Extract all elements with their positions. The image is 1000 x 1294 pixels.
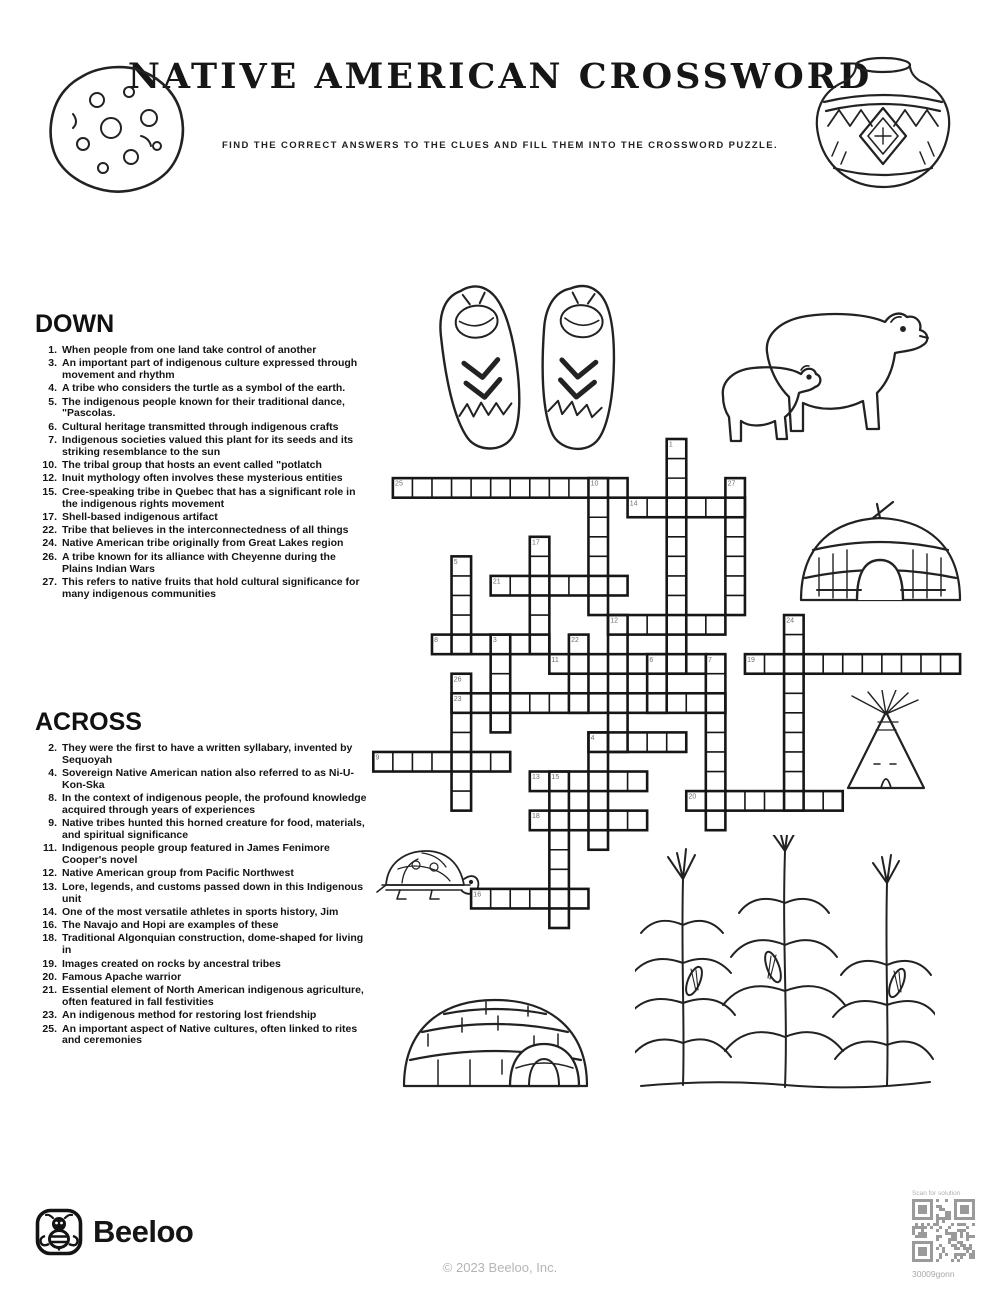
clue-text: An indigenous method for restoring lost friendship: [62, 1009, 317, 1022]
clue-number: 25.: [42, 1022, 57, 1035]
cell-number: 12: [610, 617, 619, 625]
across-heading: ACROSS: [35, 708, 142, 736]
clue-number: 27.: [42, 575, 57, 588]
clue-text: Traditional Algonquian construction, dome-shaped for living in: [62, 932, 364, 957]
clue-number: 15.: [42, 485, 57, 498]
clue-number: 23.: [42, 1009, 57, 1022]
cell-number: 6: [649, 656, 654, 664]
page-title: NATIVE AMERICAN CROSSWORD: [127, 56, 873, 97]
clue-text: Inuit mythology often involves these mysterious entities: [62, 472, 343, 485]
cell-number: 17: [531, 539, 540, 547]
clue-number: 16.: [42, 919, 57, 932]
page-subtitle: FIND THE CORRECT ANSWERS TO THE CLUES AND FILL THEM INTO THE CROSSWORD PUZZLE.: [221, 140, 779, 151]
clue-text: Cree-speaking tribe in Quebec that has a significant role in the indigenous rights movement: [62, 485, 356, 510]
cell-number: 20: [688, 793, 697, 801]
clue-number: 19.: [42, 957, 57, 970]
clue-number: 18.: [42, 932, 57, 945]
qr-id: 30009gonn: [912, 1269, 955, 1279]
cell-number: 23: [453, 695, 462, 703]
clue-number: 4.: [48, 767, 57, 780]
copyright-text: © 2023 Beeloo, Inc.: [442, 1260, 558, 1275]
cell-number: 8: [434, 637, 439, 645]
clue-number: 5.: [48, 395, 57, 408]
clue-text: A tribe who considers the turtle as a symbol of the earth.: [62, 382, 346, 395]
clue-text: This refers to native fruits that hold cultural significance for many indigenous communities: [62, 575, 360, 600]
clue-number: 8.: [48, 792, 57, 805]
cell-number: 10: [590, 480, 599, 488]
clue-text: The Navajo and Hopi are examples of these: [62, 919, 279, 932]
clue-text: In the context of indigenous people, the profound knowledge acquired through years of experiences: [62, 792, 367, 816]
clue-number: 12.: [42, 472, 57, 485]
clue-text: Famous Apache warrior: [62, 970, 182, 983]
clue-number: 26.: [42, 550, 57, 563]
cell-number: 9: [375, 754, 380, 762]
down-heading: DOWN: [35, 310, 115, 338]
cell-number: 15: [551, 774, 560, 782]
cell-number: 25: [395, 480, 403, 488]
clue-number: 22.: [42, 524, 57, 537]
clue-text: A tribe known for its alliance with Cheyenne during the Plains Indian Wars: [62, 550, 336, 575]
clue-text: They were the first to have a written syllabary, invented by Sequoyah: [62, 742, 353, 766]
clue-number: 4.: [48, 382, 57, 395]
clue-number: 6.: [48, 420, 57, 433]
cell-number: 4: [590, 735, 595, 742]
clue-text: Essential element of North American indigenous agriculture, often featured in fall festivities: [62, 984, 364, 1008]
clue-text: An important part of indigenous culture expressed through movement and rhythm: [62, 357, 358, 382]
clue-number: 11.: [42, 842, 57, 855]
clue-text: Indigenous people group featured in James Fenimore Cooper's novel: [62, 842, 330, 867]
cell-number: 27: [727, 480, 736, 488]
clue-text: The tribal group that hosts an event called "potlatch: [62, 459, 322, 472]
cell-number: 26: [453, 676, 462, 684]
cell-number: 7: [708, 656, 712, 664]
cell-number: 16: [473, 891, 482, 899]
cell-number: 22: [571, 637, 579, 645]
clue-text: Native American group from Pacific Northwest: [62, 867, 294, 880]
cell-number: 18: [531, 813, 540, 821]
cell-number: 5: [453, 558, 458, 566]
clue-number: 2.: [48, 742, 57, 754]
clue-number: 10.: [42, 459, 57, 472]
brand-wordmark: Beeloo: [93, 1214, 194, 1249]
clue-number: 14.: [42, 905, 57, 918]
cell-number: 19: [747, 656, 755, 664]
clue-text: Sovereign Native American nation also referred to as Ni-U-Kon-Ska: [62, 767, 354, 791]
clue-text: When people from one land take control of another: [62, 344, 317, 356]
clue-text: Images created on rocks by ancestral tribes: [62, 957, 281, 970]
qr-block: [912, 1190, 978, 1279]
clue-number: 17.: [42, 510, 57, 523]
clue-number: 7.: [48, 434, 57, 447]
clue-text: Tribe that believes in the interconnectedness of all things: [62, 524, 349, 537]
clue-number: 1.: [48, 344, 57, 356]
clue-number: 24.: [42, 537, 57, 550]
beeloo-logo: [35, 1208, 193, 1256]
clue-text: Indigenous societies valued this plant for its seeds and its striking resemblance to the sun: [62, 434, 354, 458]
cell-number: 11: [551, 656, 559, 664]
clue-number: 21.: [42, 984, 57, 997]
cell-number: 14: [629, 500, 638, 508]
clue-text: Shell-based indigenous artifact: [62, 510, 218, 523]
clue-text: The indigenous people known for their traditional dance, "Pascolas.: [62, 395, 345, 420]
clue-text: Cultural heritage transmitted through indigenous crafts: [62, 420, 339, 433]
clue-text: Lore, legends, and customs passed down in this Indigenous unit: [62, 880, 364, 905]
clue-number: 20.: [42, 970, 57, 983]
clue-number: 9.: [48, 817, 57, 830]
cell-number: 3: [492, 637, 497, 645]
clue-number: 12.: [42, 867, 57, 880]
clue-text: One of the most versatile athletes in sports history, Jim: [62, 905, 339, 918]
cell-number: 13: [531, 774, 540, 782]
cell-number: 24: [786, 617, 795, 625]
qr-code: [912, 1199, 978, 1267]
clue-text: Native American tribe originally from Great Lakes region: [62, 537, 344, 550]
qr-caption: Scan for solution: [912, 1190, 961, 1197]
bee-icon: [35, 1208, 83, 1256]
cell-number: 1: [668, 441, 673, 449]
clue-number: 3.: [48, 357, 57, 370]
clue-text: Native tribes hunted this horned creature for food, materials, and spiritual significance: [62, 817, 365, 842]
cell-number: 21: [492, 578, 501, 586]
clue-number: 13.: [42, 880, 57, 893]
clue-text: An important aspect of Native cultures, often linked to rites and ceremonies: [62, 1022, 358, 1047]
